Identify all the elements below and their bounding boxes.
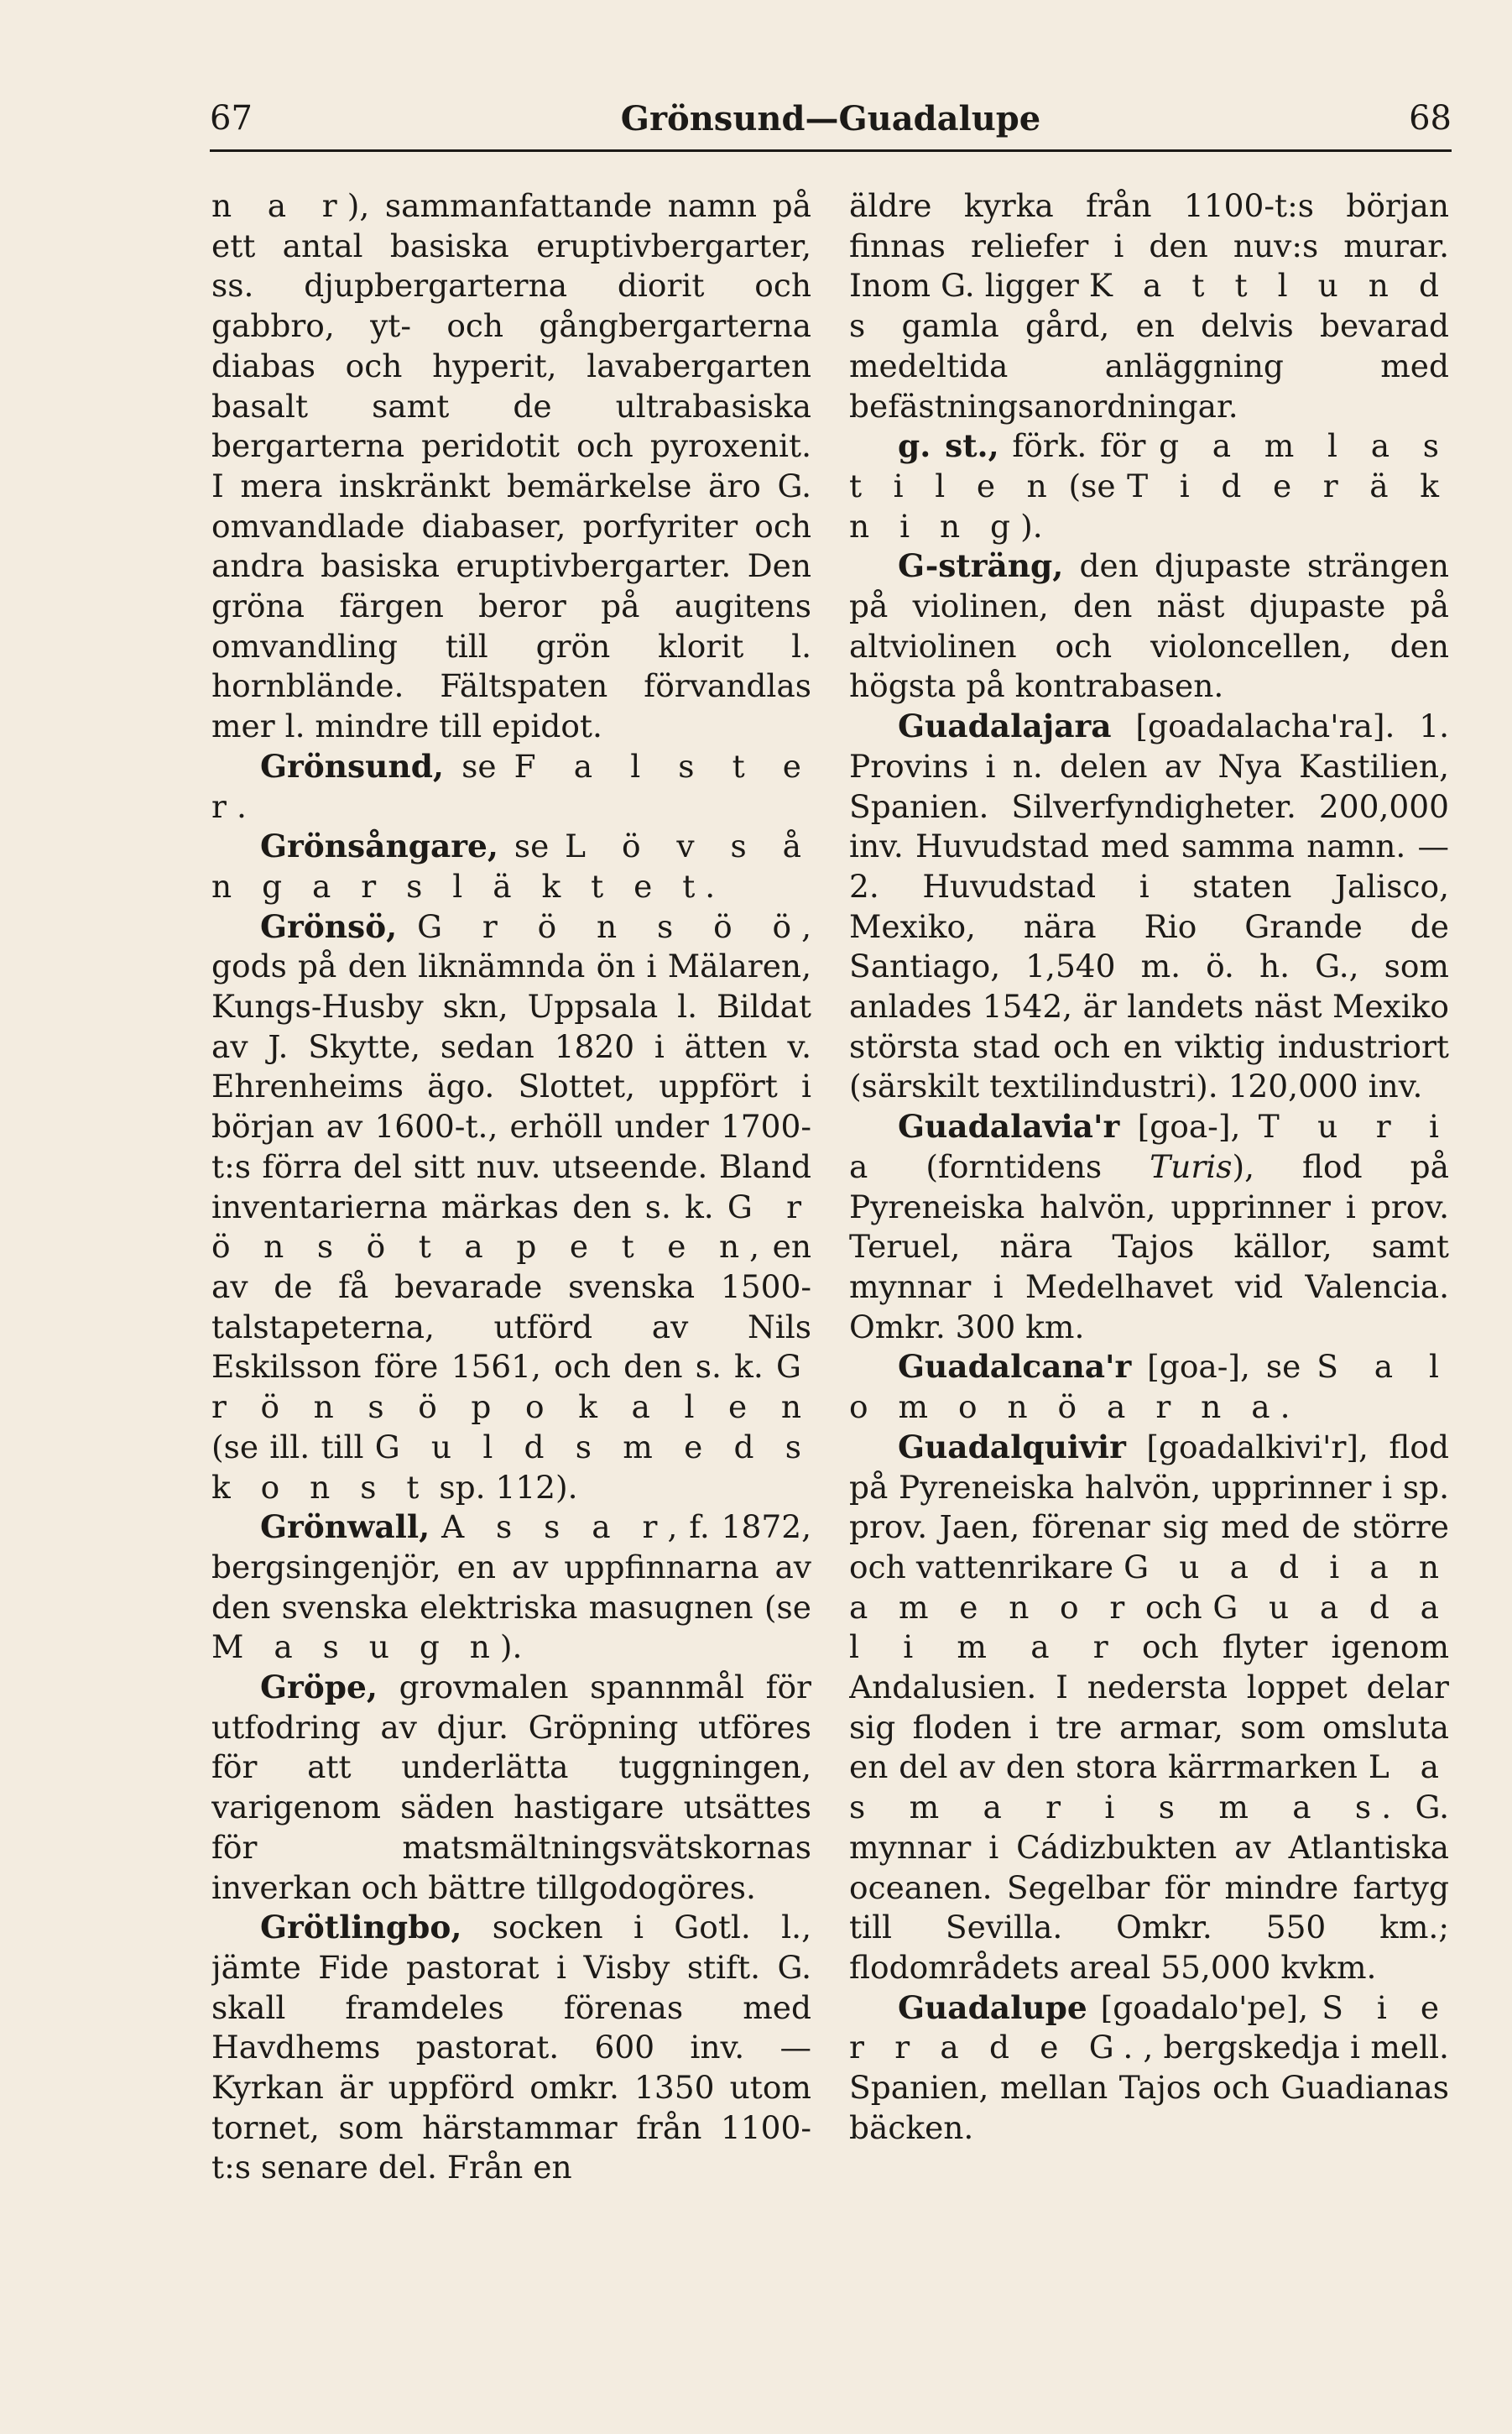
headword: G-sträng, — [898, 547, 1064, 585]
entry-guadalaviar — [849, 1107, 1449, 1347]
entry-text: [goadalo'pe], — [1087, 1988, 1322, 2026]
entry-text: . — [236, 787, 247, 825]
entry-text: (se — [1056, 467, 1128, 504]
entry-g-st — [849, 426, 1449, 546]
spaced-text: K a t t l u n d s — [849, 267, 1449, 345]
entry-text: och — [1134, 1588, 1213, 1626]
page-number-left: 67 — [210, 99, 253, 138]
entry-text: . G. mynnar i Cádizbukten av Atlantiska oceanen. Segelbar för mindre fartyg till Sevilla. Omkr. 550 km.; flodområdets areal 55,000 kvkm. — [849, 1789, 1449, 1986]
entry-text: se — [498, 828, 566, 865]
headword: Grönsångare, — [260, 828, 498, 865]
headword: Guadalquivir — [898, 1428, 1126, 1465]
entry-text: den djupaste strängen på violinen, den näst djupaste på altviolinen och violoncellen, den högsta på kontrabasen. — [849, 547, 1449, 705]
entry-text: (se ill. till — [211, 1428, 375, 1465]
entry-text: socken i Gotl. l., jämte Fide pastorat i Visby stift. G. skall framdeles förenas med Havdhems pastorat. 600 inv. — Kyrkan är uppförd omkr. 1350 utom tornet, som härstammar från 1100-t:s senare del. Från en — [211, 1909, 811, 2186]
entry-text: sp. 112). — [429, 1468, 578, 1506]
entry-text: se — [443, 747, 514, 785]
spaced-text: S i e r r a d e G. — [849, 1988, 1449, 2066]
headword: Guadalupe — [898, 1988, 1087, 2026]
headword: Guadalavia'r — [898, 1108, 1120, 1146]
header-rule — [210, 149, 1452, 152]
headword: g. st., — [898, 427, 999, 465]
headword: Gröpe, — [260, 1669, 378, 1706]
cross-reference: T i d e r ä k n i n g — [849, 467, 1449, 545]
entry-grope — [211, 1668, 811, 1908]
spaced-text: G r ö n s ö p o k a l e n — [211, 1348, 811, 1426]
spaced-text: G u a d a l i m a r — [849, 1588, 1449, 1666]
entry-guadalcanar — [849, 1347, 1449, 1427]
spaced-text: L a s m a r i s m a s — [849, 1748, 1449, 1826]
entry-text: , bergskedja i mell. Spanien, mellan Tajos och Guadianas bäcken. — [849, 2029, 1449, 2146]
entry-text: äldre kyrka från 1100-t:s början finnas reliefer i den nuv:s murar. Inom G. ligger — [849, 187, 1449, 305]
entry-text: [goadalkivi'r], flod på Pyreneiska halvön, upprinner i sp. prov. Jaen, förenar sig med de större och vattenrikare — [849, 1428, 1449, 1585]
entry-text: och flyter igenom Andalusien. I nedersta loppet delar sig floden i tre armar, som omsluta en del av den stora kärrmarken — [849, 1628, 1449, 1786]
entry-guadalupe — [849, 1988, 1449, 2149]
entry-text: [goa-], — [1119, 1108, 1259, 1146]
entry-g-strang — [849, 546, 1449, 707]
entry-gronso — [211, 907, 811, 1508]
entry-text: . — [705, 867, 716, 905]
entry-text: ), sammanfattande namn på ett antal basiska eruptivbergarter, ss. djupbergarterna diorit och gabbro, yt- och gångbergarterna diabas och hyperit, lavabergarten basalt samt de ultrabasiska bergarterna peridotit och pyroxenit. I mera inskränkt bemärkelse äro G. omvandlade diabaser, porfyriter och andra basiska eruptivbergarter. Den gröna färgen beror på augitens omvandling till grön klorit l. hornblände. Fältspaten förvandlas mer l. mindre till epidot. — [211, 187, 811, 745]
entry-text: , f. 1872, bergsingenjör, en av uppfinnarna av den svenska elektriska masugnen (se — [211, 1508, 811, 1626]
entry-guadalajara — [849, 707, 1449, 1107]
headword: Grötlingbo, — [260, 1909, 462, 1946]
cross-reference: F a l s t e r — [211, 747, 811, 825]
entry-gronsten-continued — [211, 186, 811, 747]
spaced-text: n a r — [211, 187, 347, 224]
entry-text: . — [1280, 1388, 1290, 1426]
cross-reference: G u l d s m e d s k o n s t — [211, 1428, 811, 1506]
spaced-text: G r ö n s ö ö — [417, 907, 802, 945]
cross-reference: S a l o m o n ö a r n a — [849, 1348, 1449, 1426]
entry-gronwall — [211, 1507, 811, 1668]
spaced-text: T u r i a — [849, 1108, 1449, 1185]
entry-grotlingbo-continued — [849, 186, 1449, 426]
headword: Grönsund, — [260, 747, 444, 785]
cross-reference: L ö v s å n g a r s l ä k t e t — [211, 828, 811, 905]
entry-text: gamla gård, en delvis bevarad medeltida anläggning med befästningsanordningar. — [849, 307, 1449, 425]
spaced-text: g a m l a s t i l e n — [849, 427, 1449, 504]
spaced-text: G r ö n s ö t a p e t e n — [211, 1188, 811, 1266]
spaced-text: A s s a r — [441, 1508, 668, 1546]
entry-guadalquivir — [849, 1428, 1449, 1988]
entry-gronsangare — [211, 827, 811, 906]
headword: Guadalajara — [898, 708, 1112, 745]
spaced-text: G u a d i a n a m e n o r — [849, 1548, 1449, 1626]
entry-text: ), flod på Pyreneiska halvön, upprinner i prov. Teruel, nära Tajos källor, samt mynnar i Medelhavet vid Valencia. Omkr. 300 km. — [849, 1147, 1449, 1345]
entry-text — [430, 1508, 441, 1545]
entry-gronsund — [211, 747, 811, 827]
entry-text: ). — [499, 1628, 523, 1666]
headword: Grönsö, — [260, 907, 398, 945]
entry-text: grovmalen spannmål för utfodring av djur. Gröpning utföres för att underlätta tuggningen, varigenom säden hastigare utsättes för matsmältningsvätskornas inverkan och bättre tillgodogöres. — [211, 1669, 811, 1906]
entry-text: , gods på den liknämnda ön i Mälaren, Kungs-Husby skn, Uppsala l. Bildat av J. Skytte, sedan 1820 i ätten v. Ehrenheims ägo. Slottet, uppfört i början av 1600-t., erhöll under 1700-t:s förra del sitt nuv. utseende. Bland inventarierna märkas den s. k. — [211, 907, 811, 1225]
entry-text — [397, 908, 417, 945]
headword: Guadalcana'r — [898, 1348, 1132, 1386]
entry-text: , en av de få bevarade svenska 1500-talstapeterna, utförd av Nils Eskilsson före 1561, och den s. k. — [211, 1228, 811, 1386]
entry-text: [goadalacha'ra]. 1. Provins i n. delen av Nya Kastilien, Spanien. Silverfyndigheter. 200,000 inv. Huvudstad med samma namn. — 2. Huvudstad i staten Jalisco, Mexiko, nära Rio Grande de Santiago, 1,540 m. ö. h. G., som anlades 1542, är landets näst Mexiko största stad och en viktig industriort (särskilt textilindustri). 120,000 inv. — [849, 708, 1449, 1105]
entry-text: (forntidens — [878, 1147, 1150, 1185]
headword: Grönwall, — [260, 1508, 430, 1546]
left-column — [211, 186, 811, 2369]
running-title: Grönsund—Guadalupe — [620, 99, 1041, 138]
entry-grotlingbo — [211, 1908, 811, 2188]
entry-text: ). — [1020, 507, 1043, 545]
entry-text: [goa-], se — [1131, 1348, 1317, 1386]
entry-text: förk. för — [998, 427, 1160, 465]
page-number-right: 68 — [1409, 99, 1452, 138]
cross-reference: M a s u g n — [211, 1628, 500, 1666]
italic-text: Turis — [1150, 1147, 1233, 1185]
right-column — [849, 186, 1449, 2369]
